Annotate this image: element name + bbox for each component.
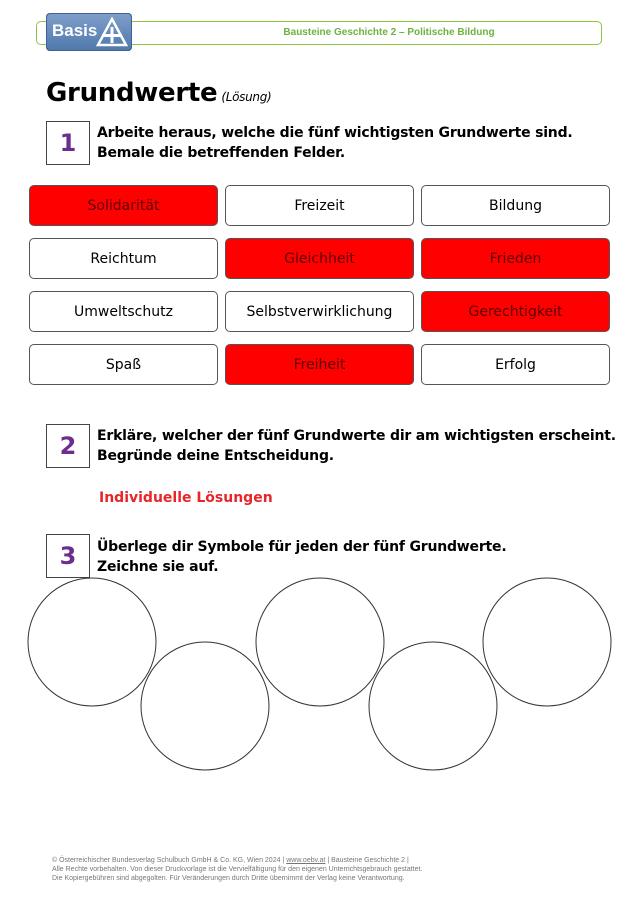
page-title-text: Grundwerte xyxy=(46,78,218,108)
footer-line-3: Die Kopiergebühren sind abgegolten. Für Veränderungen durch Dritte übernimmt der Verlag keine Verantwortung. xyxy=(52,875,405,882)
page-subtitle: (Lösung) xyxy=(221,90,272,104)
task-1-line-1: Arbeite heraus, welche die fünf wichtigsten Grundwerte sind. xyxy=(97,125,573,141)
footer xyxy=(52,856,422,883)
value-cell-erfolg[interactable]: Erfolg xyxy=(421,344,610,385)
drawing-circle-1[interactable] xyxy=(28,578,156,706)
footer-series: | Bausteine Geschichte 2 | xyxy=(325,857,409,864)
task-2-line-2: Begründe deine Entscheidung. xyxy=(97,448,334,464)
drawing-circle-5[interactable] xyxy=(483,578,611,706)
value-cell-reichtum[interactable]: Reichtum xyxy=(29,238,218,279)
value-cell-freizeit[interactable]: Freizeit xyxy=(225,185,414,226)
task-number-1: 1 xyxy=(46,121,90,165)
value-cell-freiheit[interactable]: Freiheit xyxy=(225,344,414,385)
drawing-circle-2[interactable] xyxy=(141,642,269,770)
task-3-line-1: Überlege dir Symbole für jeden der fünf Grundwerte. xyxy=(97,539,507,555)
task-1-line-2: Bemale die betreffenden Felder. xyxy=(97,145,346,161)
value-cell-umweltschutz[interactable]: Umweltschutz xyxy=(29,291,218,332)
footer-link[interactable]: www.oebv.at xyxy=(286,857,326,864)
value-cell-solidaritaet[interactable]: Solidarität xyxy=(29,185,218,226)
drawing-circle-4[interactable] xyxy=(369,642,497,770)
drawing-circle-3[interactable] xyxy=(256,578,384,706)
value-cell-gleichheit[interactable]: Gleichheit xyxy=(225,238,414,279)
value-cell-spass[interactable]: Spaß xyxy=(29,344,218,385)
value-cell-frieden[interactable]: Frieden xyxy=(421,238,610,279)
footer-copyright: © Österreichischer Bundesverlag Schulbuch GmbH & Co. KG, Wien 2024 | xyxy=(52,857,287,864)
task-number-2: 2 xyxy=(46,424,90,468)
footer-line-2: Alle Rechte vorbehalten. Von dieser Druckvorlage ist die Vervielfältigung für den eigenen Unterrichtsgebrauch gestattet. xyxy=(52,866,423,873)
value-cell-selbstverwirklichung[interactable]: Selbstverwirklichung xyxy=(225,291,414,332)
value-cell-bildung[interactable]: Bildung xyxy=(421,185,610,226)
task-number-3: 3 xyxy=(46,534,90,578)
task-3-line-2: Zeichne sie auf. xyxy=(97,559,219,575)
logo-text: Basis xyxy=(52,21,98,40)
solution-text: Individuelle Lösungen xyxy=(99,490,273,506)
footer-line-1 xyxy=(52,856,422,865)
header-title: Bausteine Geschichte 2 – Politische Bildung xyxy=(283,27,495,38)
task-2-line-1: Erkläre, welcher der fünf Grundwerte dir am wichtigsten erscheint. xyxy=(97,428,616,444)
value-cell-gerechtigkeit[interactable]: Gerechtigkeit xyxy=(421,291,610,332)
